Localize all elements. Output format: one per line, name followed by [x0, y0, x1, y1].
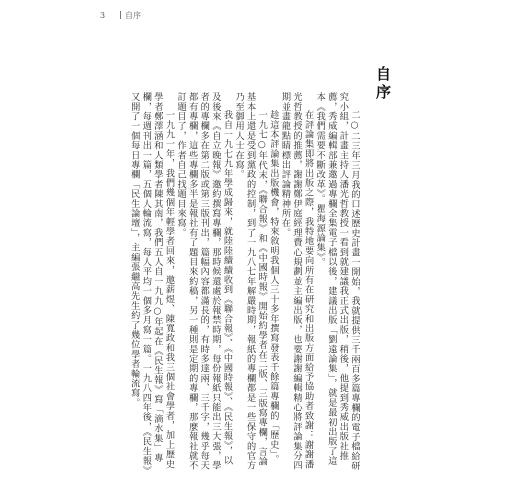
page-number: 3 — [100, 10, 106, 20]
paragraph: 我自一九七九年學成歸來，就陸陸續續收到《聯合報》、《中國時報》、《民生報》，以及後來《自立晚報》邀約撰寫專欄，那時候還處於報禁時期，每份報紙只能出三大張，學者的專欄多在第二版或第三版刊出，篇幅內容都滿長的，有時多達兩、三千字，幾乎每天都有專欄，這些專欄多半是報社有了題目來約稿，另一種則是定期的專欄，那麼報社就不訂題目了，作者自己找題目來寫。 — [175, 92, 233, 471]
chapter-title: 自序 — [374, 66, 392, 102]
header-divider — [120, 11, 121, 19]
body-text — [118, 92, 360, 472]
running-header-section: 自序 — [125, 10, 141, 20]
paragraph: 二○二三年三月我的口述歷史計畫一開始，我就提供三千兩百多篇專欄的電子檔給研究小組，計畫主持人潘光哲教授一看到就建議我正式出版，稍後，他提到秀威出版社推薦，秀威編輯部兼邀過專欄全集電子檔以後，建議出版「劉遠論集」，就是最初出版了這本《我們需要不斷改革》。瞿海源論集》。 — [314, 92, 360, 472]
running-header — [100, 8, 141, 22]
paragraph: 一九七○年代末，《聯合報》和《中國時報》開始約學者在二版、三版寫專欄，言論基本上還是受到黨政的控制，到了一九八七年解嚴時期，報紙的專欄都是一些保守的官方乃至御用人士在寫。 — [233, 92, 268, 471]
paragraph: 一九九一年，我們幾個年輕學者回來，邀薪煜、陳寬政和我三個社會學者，加上歷史學者鄭澤涵和人類學者陳其南，我們五人自一九九○年起在《民生報》寫「滴水集」專欄，每週刊出一篇，五個人輪流寫，每人平均一個多月寫一篇。一九八四年後，《民生報》又開了一個每日專欄「民生論壇」，主編張繼高先生約了幾位學者輪流寫。 — [128, 92, 175, 471]
paragraph: 在評論集即將出版之際，我特地要向所有在研究和出版方面給予協助者致謝：謝謝潘光哲教授的推薦，謝謝鄭伊庭經理費心規劃並主編出版，也要謝謝編輯精心將評論集分四期並畫龍點睛標出評論精神所在。 — [279, 92, 314, 471]
paragraph: 趁這本評論集出版機會，特來敘明我個人三十多年撰寫發表千餘篇專欄的「歷史」。 — [267, 110, 279, 465]
